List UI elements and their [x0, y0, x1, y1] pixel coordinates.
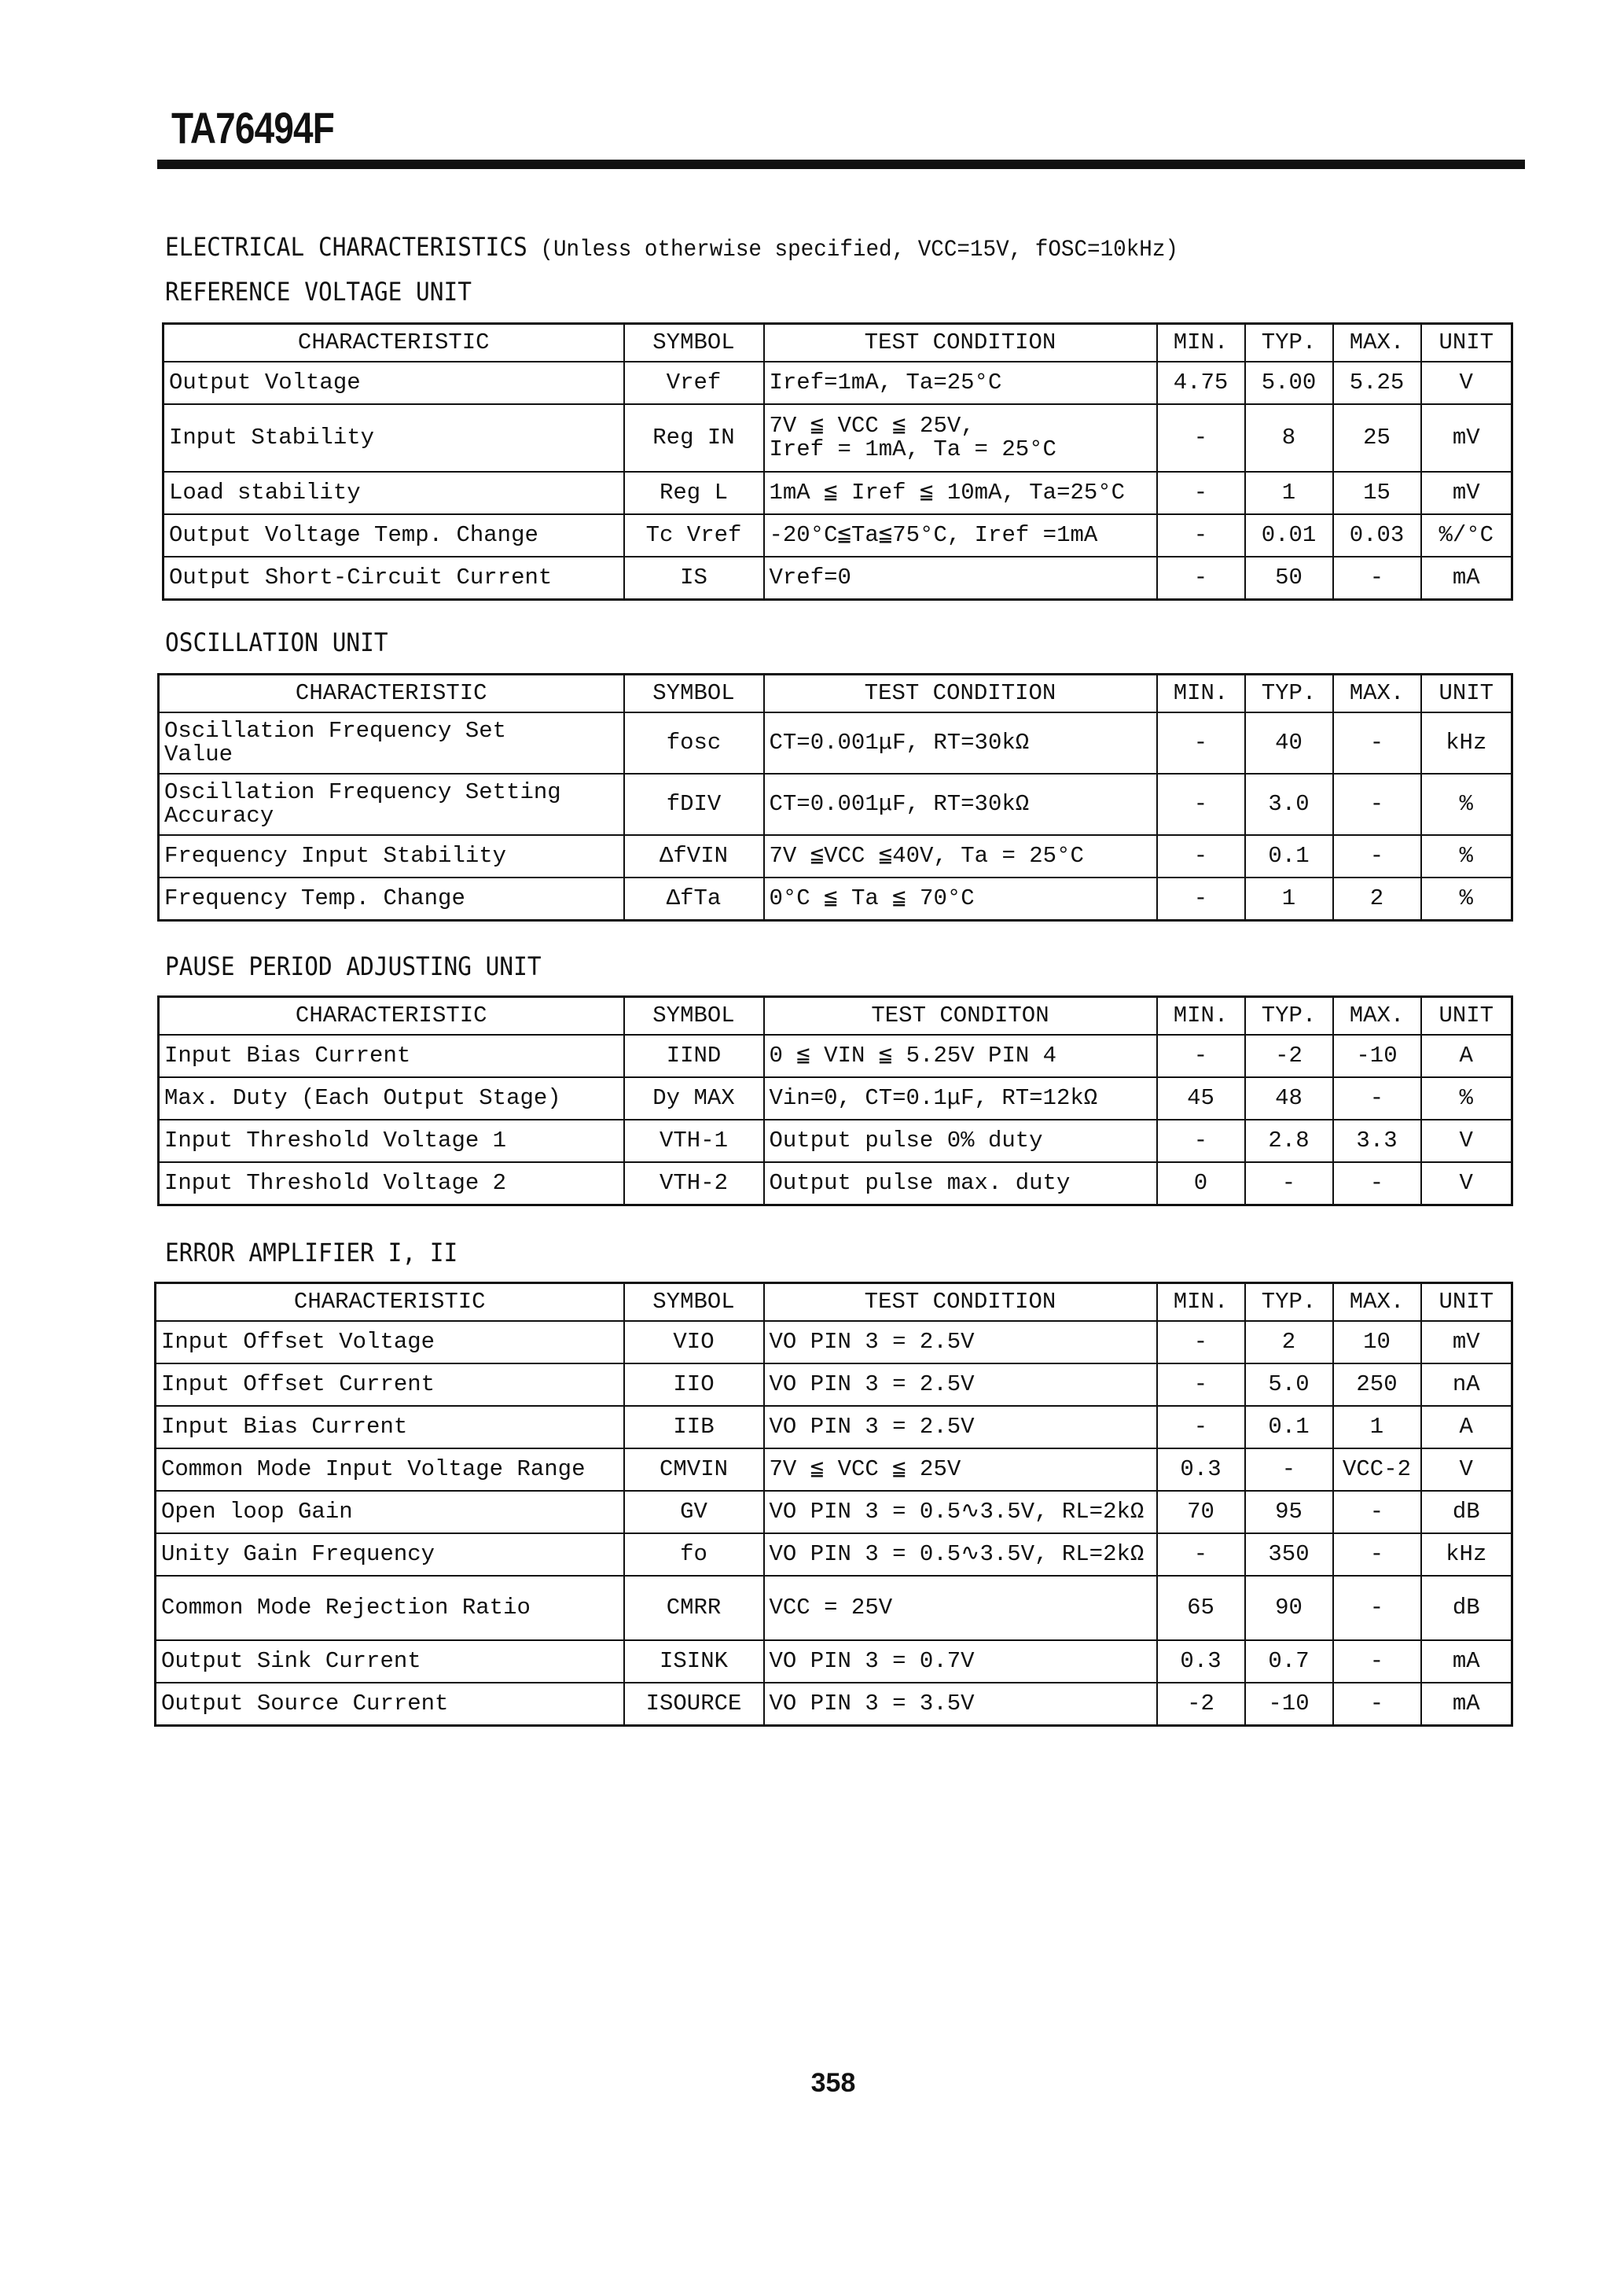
column-header-test-condition: TEST CONDITION [764, 1283, 1157, 1322]
characteristic-cell: Input Threshold Voltage 1 [159, 1120, 624, 1162]
min-cell: -2 [1157, 1683, 1245, 1725]
min-cell: - [1157, 1035, 1245, 1077]
symbol-cell: Dy MAX [624, 1077, 764, 1120]
typ-cell: 48 [1245, 1077, 1333, 1120]
table-row [159, 1162, 1512, 1205]
min-cell: - [1157, 1120, 1245, 1162]
test-condition-cell: 7V ≦VCC ≦40V, Ta = 25°C [764, 835, 1157, 878]
symbol-cell: IS [624, 557, 764, 599]
electrical-characteristics-heading [165, 232, 1178, 263]
min-cell: - [1157, 774, 1245, 835]
test-condition-cell: 7V ≦ VCC ≦ 25V [764, 1448, 1157, 1491]
characteristic-cell: Output Voltage Temp. Change [164, 514, 624, 557]
table-row [159, 1120, 1512, 1162]
oscillation-table [157, 673, 1513, 922]
unit-cell: % [1421, 835, 1512, 878]
min-cell: - [1157, 404, 1245, 472]
column-header-symbol: SYMBOL [624, 675, 764, 713]
header-row [159, 997, 1512, 1036]
test-condition-cell: Vin=0, CT=0.1μF, RT=12kΩ [764, 1077, 1157, 1120]
typ-cell: 0.01 [1245, 514, 1333, 557]
unit-cell: mA [1421, 1640, 1512, 1683]
symbol-cell: VTH-1 [624, 1120, 764, 1162]
table-row [156, 1321, 1512, 1363]
header-row [159, 675, 1512, 713]
characteristic-cell: Input Offset Voltage [156, 1321, 624, 1363]
table-row [159, 712, 1512, 774]
min-cell: 45 [1157, 1077, 1245, 1120]
characteristic-cell: Frequency Temp. Change [159, 878, 624, 920]
reference-voltage-heading: REFERENCE VOLTAGE UNIT [165, 277, 472, 307]
test-condition-cell: VO PIN 3 = 2.5V [764, 1321, 1157, 1363]
reference-voltage-table [162, 322, 1513, 601]
symbol-cell: fo [624, 1533, 764, 1576]
header-row [164, 324, 1512, 362]
table-row [159, 774, 1512, 835]
max-cell: 10 [1333, 1321, 1421, 1363]
typ-cell: 3.0 [1245, 774, 1333, 835]
column-header-test-condition: TEST CONDITON [764, 997, 1157, 1036]
max-cell: - [1333, 1683, 1421, 1725]
unit-cell: A [1421, 1035, 1512, 1077]
symbol-cell: VTH-2 [624, 1162, 764, 1205]
table-row [156, 1576, 1512, 1640]
characteristic-cell: Input Bias Current [159, 1035, 624, 1077]
characteristic-cell: Common Mode Input Voltage Range [156, 1448, 624, 1491]
test-condition-cell: 0°C ≦ Ta ≦ 70°C [764, 878, 1157, 920]
min-cell: - [1157, 514, 1245, 557]
table-row [159, 878, 1512, 920]
unit-cell: %/°C [1421, 514, 1512, 557]
table-row [156, 1640, 1512, 1683]
characteristic-cell: Open loop Gain [156, 1491, 624, 1533]
typ-cell: 8 [1245, 404, 1333, 472]
max-cell: - [1333, 557, 1421, 599]
characteristic-cell: Output Short-Circuit Current [164, 557, 624, 599]
max-cell: 1 [1333, 1406, 1421, 1448]
symbol-cell: Reg IN [624, 404, 764, 472]
unit-cell: V [1421, 362, 1512, 404]
test-condition-cell: -20°C≦Ta≦75°C, Iref =1mA [764, 514, 1157, 557]
characteristic-cell: Output Source Current [156, 1683, 624, 1725]
typ-cell: 40 [1245, 712, 1333, 774]
unit-cell: V [1421, 1448, 1512, 1491]
typ-cell: 1 [1245, 878, 1333, 920]
max-cell: - [1333, 774, 1421, 835]
test-condition-cell: CT=0.001μF, RT=30kΩ [764, 774, 1157, 835]
symbol-cell: CMVIN [624, 1448, 764, 1491]
column-header-typ: TYP. [1245, 324, 1333, 362]
typ-cell: 50 [1245, 557, 1333, 599]
column-header-symbol: SYMBOL [624, 997, 764, 1036]
typ-cell: 1 [1245, 472, 1333, 514]
min-cell: - [1157, 1406, 1245, 1448]
symbol-cell: IIB [624, 1406, 764, 1448]
characteristic-cell: Input Threshold Voltage 2 [159, 1162, 624, 1205]
pause-period-body [159, 1035, 1512, 1205]
test-condition-cell: VO PIN 3 = 2.5V [764, 1406, 1157, 1448]
unit-cell: % [1421, 878, 1512, 920]
min-cell: 0 [1157, 1162, 1245, 1205]
symbol-cell: IIND [624, 1035, 764, 1077]
characteristic-cell: Input Bias Current [156, 1406, 624, 1448]
unit-cell: % [1421, 774, 1512, 835]
table-row [156, 1683, 1512, 1725]
symbol-cell: fDIV [624, 774, 764, 835]
typ-cell: 0.7 [1245, 1640, 1333, 1683]
heading-text: ELECTRICAL CHARACTERISTICS [165, 232, 527, 262]
column-header-max: MAX. [1333, 324, 1421, 362]
characteristic-cell: Oscillation Frequency Set Value [159, 712, 624, 774]
test-condition-cell: VO PIN 3 = 3.5V [764, 1683, 1157, 1725]
characteristic-cell: Output Voltage [164, 362, 624, 404]
min-cell: 4.75 [1157, 362, 1245, 404]
min-cell: - [1157, 557, 1245, 599]
column-header-unit: UNIT [1421, 1283, 1512, 1322]
table-row [156, 1533, 1512, 1576]
column-header-typ: TYP. [1245, 997, 1333, 1036]
characteristic-cell: Max. Duty (Each Output Stage) [159, 1077, 624, 1120]
title-rule [157, 160, 1525, 169]
table-row [156, 1363, 1512, 1406]
min-cell: - [1157, 878, 1245, 920]
test-condition-cell: VCC = 25V [764, 1576, 1157, 1640]
typ-cell: -10 [1245, 1683, 1333, 1725]
typ-cell: - [1245, 1448, 1333, 1491]
column-header-characteristic: CHARACTERISTIC [159, 675, 624, 713]
max-cell: 25 [1333, 404, 1421, 472]
part-number-title: TA76494F [171, 103, 334, 153]
error-amplifier-table [154, 1282, 1513, 1727]
max-cell: - [1333, 1640, 1421, 1683]
typ-cell: 0.1 [1245, 1406, 1333, 1448]
error-amplifier-body [156, 1321, 1512, 1725]
typ-cell: 2 [1245, 1321, 1333, 1363]
column-header-min: MIN. [1157, 675, 1245, 713]
symbol-cell: ISOURCE [624, 1683, 764, 1725]
test-condition-cell: VO PIN 3 = 0.5∿3.5V, RL=2kΩ [764, 1533, 1157, 1576]
test-condition-cell: Output pulse max. duty [764, 1162, 1157, 1205]
symbol-cell: ISINK [624, 1640, 764, 1683]
table-row [164, 557, 1512, 599]
min-cell: - [1157, 472, 1245, 514]
min-cell: 70 [1157, 1491, 1245, 1533]
general-condition: (Unless otherwise specified, VCC=15V, fOSC=10kHz) [540, 237, 1178, 263]
column-header-max: MAX. [1333, 675, 1421, 713]
column-header-max: MAX. [1333, 997, 1421, 1036]
unit-cell: A [1421, 1406, 1512, 1448]
column-header-symbol: SYMBOL [624, 1283, 764, 1322]
unit-cell: dB [1421, 1576, 1512, 1640]
test-condition-cell: 7V ≦ VCC ≦ 25V, Iref = 1mA, Ta = 25°C [764, 404, 1157, 472]
characteristic-cell: Input Stability [164, 404, 624, 472]
oscillation-body [159, 712, 1512, 920]
typ-cell: 90 [1245, 1576, 1333, 1640]
typ-cell: 2.8 [1245, 1120, 1333, 1162]
characteristic-cell: Output Sink Current [156, 1640, 624, 1683]
reference-voltage-body [164, 362, 1512, 599]
unit-cell: % [1421, 1077, 1512, 1120]
pause-period-header [159, 997, 1512, 1036]
min-cell: 0.3 [1157, 1448, 1245, 1491]
characteristic-cell: Oscillation Frequency Setting Accuracy [159, 774, 624, 835]
characteristic-cell: Frequency Input Stability [159, 835, 624, 878]
table-row [164, 514, 1512, 557]
min-cell: - [1157, 835, 1245, 878]
column-header-min: MIN. [1157, 997, 1245, 1036]
typ-cell: 350 [1245, 1533, 1333, 1576]
min-cell: - [1157, 1363, 1245, 1406]
symbol-cell: Tc Vref [624, 514, 764, 557]
test-condition-cell: CT=0.001μF, RT=30kΩ [764, 712, 1157, 774]
column-header-typ: TYP. [1245, 675, 1333, 713]
table-row [156, 1448, 1512, 1491]
typ-cell: -2 [1245, 1035, 1333, 1077]
max-cell: - [1333, 835, 1421, 878]
table-row [156, 1406, 1512, 1448]
typ-cell: 0.1 [1245, 835, 1333, 878]
column-header-unit: UNIT [1421, 324, 1512, 362]
typ-cell: 5.00 [1245, 362, 1333, 404]
max-cell: 0.03 [1333, 514, 1421, 557]
symbol-cell: IIO [624, 1363, 764, 1406]
pause-period-table [157, 995, 1513, 1206]
typ-cell: 5.0 [1245, 1363, 1333, 1406]
column-header-test-condition: TEST CONDITION [764, 324, 1157, 362]
unit-cell: kHz [1421, 1533, 1512, 1576]
column-header-symbol: SYMBOL [624, 324, 764, 362]
test-condition-cell: VO PIN 3 = 2.5V [764, 1363, 1157, 1406]
symbol-cell: VIO [624, 1321, 764, 1363]
table-row [159, 1077, 1512, 1120]
column-header-characteristic: CHARACTERISTIC [164, 324, 624, 362]
max-cell: 2 [1333, 878, 1421, 920]
table-row [156, 1491, 1512, 1533]
max-cell: - [1333, 1077, 1421, 1120]
table-row [159, 835, 1512, 878]
max-cell: - [1333, 712, 1421, 774]
min-cell: - [1157, 712, 1245, 774]
header-row [156, 1283, 1512, 1322]
table-row [159, 1035, 1512, 1077]
reference-voltage-header [164, 324, 1512, 362]
unit-cell: mV [1421, 404, 1512, 472]
test-condition-cell: 1mA ≦ Iref ≦ 10mA, Ta=25°C [764, 472, 1157, 514]
pause-period-heading: PAUSE PERIOD ADJUSTING UNIT [165, 951, 542, 981]
symbol-cell: Vref [624, 362, 764, 404]
column-header-test-condition: TEST CONDITION [764, 675, 1157, 713]
min-cell: - [1157, 1321, 1245, 1363]
column-header-min: MIN. [1157, 324, 1245, 362]
max-cell: - [1333, 1491, 1421, 1533]
min-cell: 0.3 [1157, 1640, 1245, 1683]
symbol-cell: fosc [624, 712, 764, 774]
column-header-unit: UNIT [1421, 675, 1512, 713]
symbol-cell: ΔfTa [624, 878, 764, 920]
unit-cell: mA [1421, 557, 1512, 599]
unit-cell: mV [1421, 472, 1512, 514]
unit-cell: mV [1421, 1321, 1512, 1363]
table-row [164, 404, 1512, 472]
test-condition-cell: Output pulse 0% duty [764, 1120, 1157, 1162]
column-header-max: MAX. [1333, 1283, 1421, 1322]
column-header-characteristic: CHARACTERISTIC [159, 997, 624, 1036]
max-cell: 15 [1333, 472, 1421, 514]
characteristic-cell: Input Offset Current [156, 1363, 624, 1406]
unit-cell: V [1421, 1120, 1512, 1162]
max-cell: 3.3 [1333, 1120, 1421, 1162]
max-cell: - [1333, 1576, 1421, 1640]
characteristic-cell: Common Mode Rejection Ratio [156, 1576, 624, 1640]
min-cell: - [1157, 1533, 1245, 1576]
test-condition-cell: Iref=1mA, Ta=25°C [764, 362, 1157, 404]
test-condition-cell: 0 ≦ VIN ≦ 5.25V PIN 4 [764, 1035, 1157, 1077]
unit-cell: V [1421, 1162, 1512, 1205]
symbol-cell: Reg L [624, 472, 764, 514]
symbol-cell: CMRR [624, 1576, 764, 1640]
column-header-characteristic: CHARACTERISTIC [156, 1283, 624, 1322]
symbol-cell: GV [624, 1491, 764, 1533]
test-condition-cell: VO PIN 3 = 0.5∿3.5V, RL=2kΩ [764, 1491, 1157, 1533]
max-cell: 5.25 [1333, 362, 1421, 404]
typ-cell: - [1245, 1162, 1333, 1205]
column-header-min: MIN. [1157, 1283, 1245, 1322]
max-cell: VCC-2 [1333, 1448, 1421, 1491]
characteristic-cell: Load stability [164, 472, 624, 514]
column-header-typ: TYP. [1245, 1283, 1333, 1322]
column-header-unit: UNIT [1421, 997, 1512, 1036]
test-condition-cell: Vref=0 [764, 557, 1157, 599]
table-row [164, 472, 1512, 514]
max-cell: 250 [1333, 1363, 1421, 1406]
table-row [164, 362, 1512, 404]
symbol-cell: ΔfVIN [624, 835, 764, 878]
unit-cell: kHz [1421, 712, 1512, 774]
oscillation-heading: OSCILLATION UNIT [165, 627, 388, 657]
max-cell: -10 [1333, 1035, 1421, 1077]
error-amplifier-header [156, 1283, 1512, 1322]
unit-cell: nA [1421, 1363, 1512, 1406]
min-cell: 65 [1157, 1576, 1245, 1640]
unit-cell: mA [1421, 1683, 1512, 1725]
oscillation-header [159, 675, 1512, 713]
characteristic-cell: Unity Gain Frequency [156, 1533, 624, 1576]
unit-cell: dB [1421, 1491, 1512, 1533]
error-amplifier-heading: ERROR AMPLIFIER I, II [165, 1238, 458, 1268]
test-condition-cell: VO PIN 3 = 0.7V [764, 1640, 1157, 1683]
typ-cell: 95 [1245, 1491, 1333, 1533]
max-cell: - [1333, 1162, 1421, 1205]
max-cell: - [1333, 1533, 1421, 1576]
page-number: 358 [810, 2068, 856, 2098]
